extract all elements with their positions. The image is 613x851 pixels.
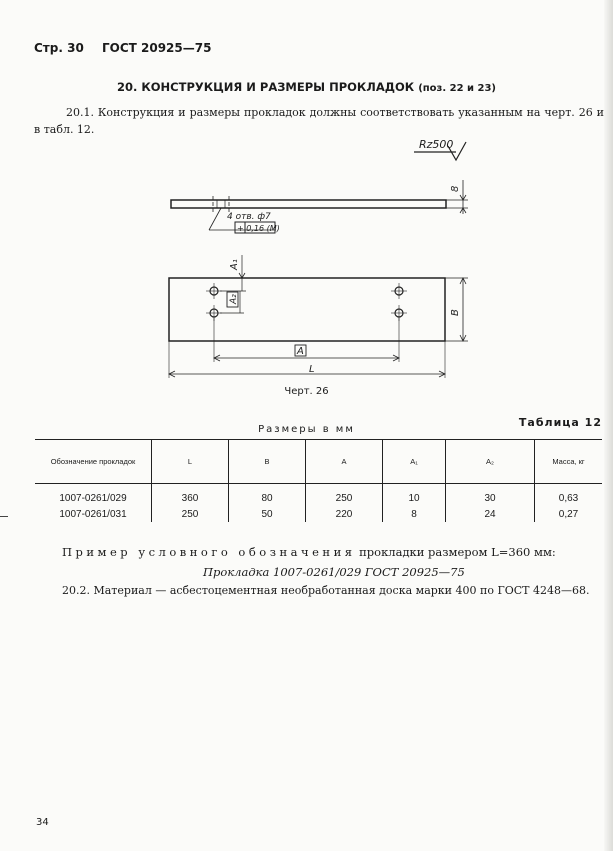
example-rest: прокладки размером L=360 мм:: [355, 545, 556, 559]
table-header-row: [35, 440, 602, 484]
cell-b: 80: [229, 484, 306, 507]
tolerance-frame: + 0,16 (M): [237, 224, 280, 233]
th-designation: Обозначение прокладок: [35, 440, 152, 484]
cell-l: 360: [152, 484, 229, 507]
table-row: [35, 484, 602, 507]
dimensions-table: [35, 439, 602, 522]
th-b: B: [229, 440, 306, 484]
cell-a: 220: [306, 506, 383, 522]
label-l: L: [309, 364, 315, 375]
th-l: L: [152, 440, 229, 484]
cell-mass: 0,27: [558, 508, 579, 520]
page-number: 34: [36, 817, 49, 828]
roughness-text: Rz500: [419, 138, 454, 151]
paragraph-20-2: 20.2. Материал — асбестоцементная необработанная доска марки 400 по ГОСТ 4248—68.: [62, 584, 590, 597]
cell-mass: 0,63: [558, 492, 579, 504]
hole-note: 4 отв. ф7: [227, 212, 271, 222]
th-mass: Масса, кг: [535, 440, 603, 484]
example-line-2: Прокладка 1007-0261/029 ГОСТ 20925—75: [203, 565, 465, 579]
section-positions: (поз. 22 и 23): [418, 83, 496, 94]
cell-a2: 24: [446, 506, 535, 522]
header-standard: ГОСТ 20925—75: [101, 41, 212, 55]
table-dims-label: Размеры в мм: [258, 424, 355, 435]
cell-b: 50: [229, 506, 306, 522]
cell-a1: 10: [383, 484, 446, 507]
cell-a: 250: [306, 484, 383, 507]
side-view: [171, 180, 468, 233]
label-a2: A₂: [229, 294, 239, 304]
cell-a1: 8: [383, 506, 446, 522]
cell-l: 250: [152, 506, 229, 522]
thickness-label: 8: [450, 185, 461, 192]
example-line-1: [62, 545, 556, 559]
figure-caption: Черт. 26: [284, 386, 329, 397]
header-page: Стр. 30: [34, 41, 84, 55]
cell-a2: 30: [446, 484, 535, 507]
table-number: Таблица 12: [518, 416, 602, 429]
example-spaced: Пример условного обозначения: [62, 545, 356, 559]
label-a1: A₁: [229, 259, 240, 270]
roughness-icon: [414, 142, 466, 160]
th-a2: A₂: [446, 440, 535, 484]
th-a1: A₁: [383, 440, 446, 484]
label-a: A: [297, 346, 304, 357]
section-title-text: 20. КОНСТРУКЦИЯ И РАЗМЕРЫ ПРОКЛАДОК: [116, 80, 415, 94]
table-row: [35, 506, 602, 522]
paragraph-20-1: 20.1. Конструкция и размеры прокладок должны соответствовать указанным на черт. 26 и в табл. 12.: [34, 106, 604, 136]
top-view: [169, 255, 468, 378]
label-b: B: [450, 309, 461, 316]
cell-designation: 1007-0261/031: [35, 506, 152, 522]
th-a: A: [306, 440, 383, 484]
cell-designation: 1007-0261/029: [35, 484, 152, 507]
